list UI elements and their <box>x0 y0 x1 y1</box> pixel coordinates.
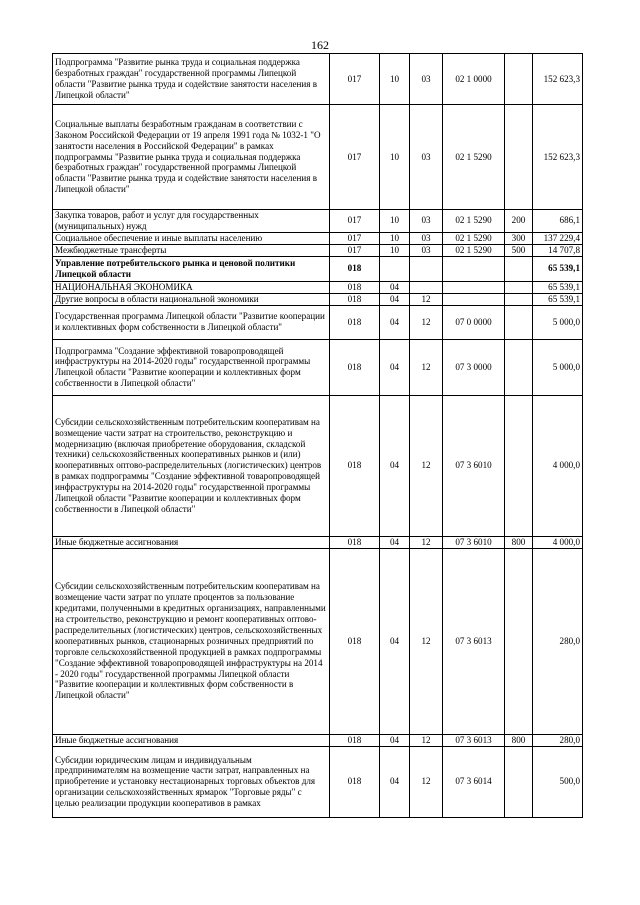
row-ved: 018 <box>330 548 380 734</box>
table-row <box>53 339 583 395</box>
table-row <box>53 54 583 105</box>
row-sum: 5 000,0 <box>533 339 583 395</box>
row-sum: 4 000,0 <box>533 536 583 548</box>
table-row <box>53 256 583 281</box>
row-csr: 07 0 0000 <box>443 305 505 339</box>
row-rz: 04 <box>380 395 410 536</box>
row-rz: 04 <box>380 305 410 339</box>
row-csr <box>443 293 505 305</box>
row-ved: 017 <box>330 232 380 244</box>
row-csr: 07 3 6013 <box>443 734 505 746</box>
row-pr: 12 <box>410 339 443 395</box>
row-ved: 018 <box>330 536 380 548</box>
row-vr <box>505 395 533 536</box>
table-row <box>53 305 583 339</box>
row-vr: 800 <box>505 734 533 746</box>
row-name: Управление потребительского рынка и ценовой политики Липецкой области <box>53 256 330 281</box>
table-row <box>53 395 583 536</box>
row-sum: 500,0 <box>533 746 583 817</box>
row-rz: 04 <box>380 548 410 734</box>
row-sum: 4 000,0 <box>533 395 583 536</box>
row-name: Закупка товаров, работ и услуг для государственных (муниципальных) нужд <box>53 210 330 233</box>
row-rz: 10 <box>380 244 410 256</box>
table-row <box>53 746 583 817</box>
row-vr: 300 <box>505 232 533 244</box>
row-csr: 07 3 0000 <box>443 339 505 395</box>
row-name: НАЦИОНАЛЬНАЯ ЭКОНОМИКА <box>53 281 330 293</box>
row-rz <box>380 256 410 281</box>
row-pr: 12 <box>410 293 443 305</box>
table-row <box>53 734 583 746</box>
row-vr <box>505 305 533 339</box>
row-sum: 152 623,3 <box>533 105 583 210</box>
row-rz: 04 <box>380 339 410 395</box>
row-rz: 10 <box>380 210 410 233</box>
row-sum: 65 539,1 <box>533 256 583 281</box>
row-vr <box>505 339 533 395</box>
row-name: Подпрограмма "Создание эффективной товаропроводящей инфраструктуры на 2014-2020 годы" государственной программы Липецкой области "Развитие кооперации и коллективных форм собственности в Липецкой области" <box>53 339 330 395</box>
row-vr <box>505 746 533 817</box>
row-ved: 018 <box>330 395 380 536</box>
row-vr <box>505 256 533 281</box>
row-rz: 04 <box>380 734 410 746</box>
row-vr <box>505 293 533 305</box>
row-ved: 018 <box>330 293 380 305</box>
row-csr <box>443 281 505 293</box>
table-row <box>53 548 583 734</box>
row-name: Социальные выплаты безработным гражданам в соответствии с Законом Российской Федерации от 19 апреля 1991 года № 1032-1 "О занятости населения в Российской Федерации" в рамках подпрограммы "Развитие рынка труда и социальная поддержка безработных граждан" государственной программы Липецкой области "Развитие рынка труда и содействие занятости населения в Липецкой области" <box>53 105 330 210</box>
row-rz: 04 <box>380 293 410 305</box>
row-csr: 02 1 5290 <box>443 244 505 256</box>
table-row <box>53 536 583 548</box>
row-pr: 03 <box>410 105 443 210</box>
row-pr: 12 <box>410 746 443 817</box>
row-rz: 10 <box>380 232 410 244</box>
row-name: Межбюджетные трансферты <box>53 244 330 256</box>
table-row <box>53 210 583 233</box>
row-rz: 04 <box>380 746 410 817</box>
row-sum: 280,0 <box>533 734 583 746</box>
row-ved: 017 <box>330 54 380 105</box>
row-name: Государственная программа Липецкой области "Развитие кооперации и коллективных форм собственности в Липецкой области" <box>53 305 330 339</box>
table-row <box>53 105 583 210</box>
budget-table <box>52 53 583 818</box>
row-name: Другие вопросы в области национальной экономики <box>53 293 330 305</box>
row-ved: 017 <box>330 105 380 210</box>
row-vr <box>505 54 533 105</box>
row-name: Субсидии сельскохозяйственным потребительским кооперативам на возмещение части затрат на строительство, реконструкцию и модернизацию (включая приобретение оборудования, складской техники) сельскохозяйственных кооперативных рынков и (или) кооперативных оптово-распределительных (логистических) центров в рамках подпрограммы "Создание эффективной товаропроводящей инфраструктуры на 2014-2020 годы" государственной программы Липецкой области "Развитие кооперации и коллективных форм собственности в Липецкой области" <box>53 395 330 536</box>
row-pr: 03 <box>410 210 443 233</box>
row-csr: 02 1 5290 <box>443 210 505 233</box>
row-sum: 5 000,0 <box>533 305 583 339</box>
row-ved: 018 <box>330 256 380 281</box>
row-name: Иные бюджетные ассигнования <box>53 536 330 548</box>
row-vr: 800 <box>505 536 533 548</box>
row-pr: 12 <box>410 734 443 746</box>
row-ved: 018 <box>330 281 380 293</box>
page-number: 162 <box>311 38 329 52</box>
row-rz: 04 <box>380 536 410 548</box>
row-vr <box>505 105 533 210</box>
row-rz: 10 <box>380 105 410 210</box>
row-ved: 018 <box>330 305 380 339</box>
row-pr: 12 <box>410 395 443 536</box>
row-ved: 017 <box>330 244 380 256</box>
row-csr: 02 1 0000 <box>443 54 505 105</box>
table-row <box>53 281 583 293</box>
row-ved: 018 <box>330 339 380 395</box>
row-csr: 02 1 5290 <box>443 232 505 244</box>
row-name: Подпрограмма "Развитие рынка труда и социальная поддержка безработных граждан" государственной программы Липецкой области "Развитие рынка труда и содействие занятости населения в Липецкой области" <box>53 54 330 105</box>
row-csr: 07 3 6010 <box>443 536 505 548</box>
row-name: Субсидии сельскохозяйственным потребительским кооперативам на возмещение части затрат по уплате процентов за пользование кредитами, полученными в кредитных организациях, направленными на строительство, реконструкцию и ремонт кооперативных оптово-распределительных (логистических) центров, сельскохозяйственных кооперативных рынков, стационарных розничных предприятий по торговле сельскохозяйственной продукцией в рамках подпрограммы "Создание эффективной товаропроводящей инфраструктуры на 2014 - 2020 годы" государственной программы Липецкой области "Развитие кооперации и коллективных форм собственности в Липецкой области" <box>53 548 330 734</box>
row-vr: 200 <box>505 210 533 233</box>
row-sum: 65 539,1 <box>533 281 583 293</box>
row-csr: 07 3 6013 <box>443 548 505 734</box>
row-pr: 03 <box>410 244 443 256</box>
row-pr <box>410 281 443 293</box>
row-csr: 07 3 6014 <box>443 746 505 817</box>
row-sum: 137 229,4 <box>533 232 583 244</box>
row-ved: 018 <box>330 746 380 817</box>
row-vr <box>505 548 533 734</box>
row-sum: 280,0 <box>533 548 583 734</box>
row-pr: 03 <box>410 54 443 105</box>
row-csr: 07 3 6010 <box>443 395 505 536</box>
row-pr: 12 <box>410 305 443 339</box>
table-row <box>53 244 583 256</box>
row-ved: 017 <box>330 210 380 233</box>
row-pr: 03 <box>410 232 443 244</box>
row-name: Субсидии юридическим лицам и индивидуальным предпринимателям на возмещение части затрат, направленных на приобретение и установку нестационарных торговых объектов для организации сельскохозяйственных ярмарок "Торговые ряды" с целью реализации продукции кооперативов в рамках <box>53 746 330 817</box>
table-row <box>53 293 583 305</box>
row-vr <box>505 281 533 293</box>
row-csr <box>443 256 505 281</box>
row-vr: 500 <box>505 244 533 256</box>
row-pr: 12 <box>410 536 443 548</box>
row-sum: 152 623,3 <box>533 54 583 105</box>
row-rz: 04 <box>380 281 410 293</box>
row-csr: 02 1 5290 <box>443 105 505 210</box>
row-sum: 65 539,1 <box>533 293 583 305</box>
row-pr <box>410 256 443 281</box>
row-ved: 018 <box>330 734 380 746</box>
row-name: Иные бюджетные ассигнования <box>53 734 330 746</box>
row-pr: 12 <box>410 548 443 734</box>
row-sum: 686,1 <box>533 210 583 233</box>
row-rz: 10 <box>380 54 410 105</box>
row-sum: 14 707,8 <box>533 244 583 256</box>
row-name: Социальное обеспечение и иные выплаты населению <box>53 232 330 244</box>
table-row <box>53 232 583 244</box>
